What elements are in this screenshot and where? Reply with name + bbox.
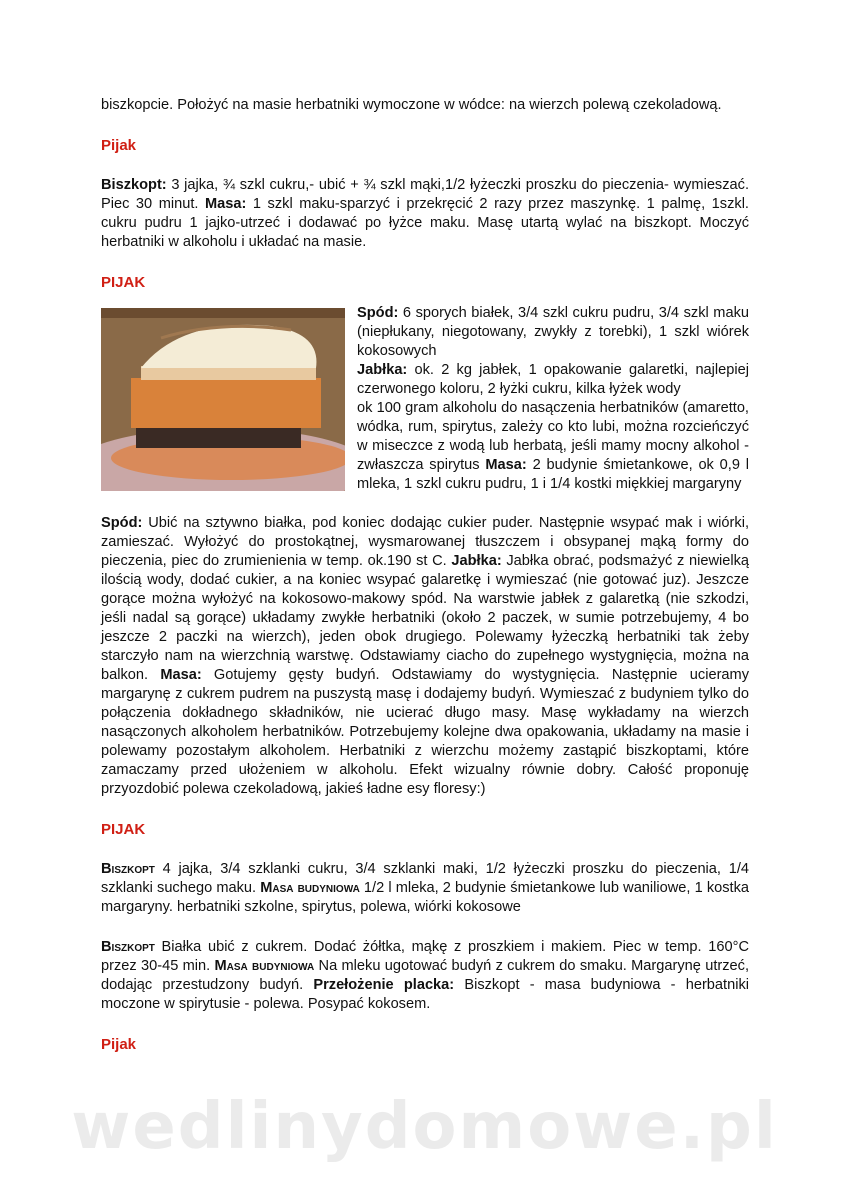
watermark: wedlinydomowe.pl: [71, 1090, 778, 1164]
recipe3-ingredients: Biszkopt 4 jajka, 3/4 szklanki cukru, 3/4 szklanki maki, 1/2 łyżeczki proszku do pieczenia, 1/4 szklanki suchego maku. Masa budyniowa 1/2 l mleka, 2 budynie śmietankowe lub waniliowe, 1 kostka margaryny. herbatniki szkolne, spirytus, polewa, wiórki kokosowe: [101, 861, 750, 915]
recipe2-ingredients: Spód: 6 sporych białek, 3/4 szkl cukru pudru, 3/4 szkl maku (niepłukany, niegotowany, zwykły z torebki), 1 szkl wiórek kokosowych Jabłka: ok. 2 kg jabłek, 1 opakowanie galaretki, najlepiej czerwonego koloru, 2 łyżki cukru, kilka łyżek wody ok 100 gram alkoholu do nasączenia herbatników (amaretto, wódka, rum, spirytus, zależy co kto lubi, można rozcieńczyć w miseczce z wodą lub herbatą, jeśli mamy mocny alkohol - zwłaszcza spirytus Masa: 2 budynie śmietankowe, ok 0,9 l mleka, 1 szkl cukru pudru, 1 i 1/4 kostki miękkiej margaryny: [357, 305, 749, 492]
recipe2-method: Spód: Ubić na sztywno białka, pod koniec dodając cukier puder. Następnie wsypać mak i wiórki, zamieszać. Wyłożyć do prostokątnej, wysmarowanej tłuszczem i obsypanej mąką formy do pieczenia, piec do zrumienienia w temp. ok.190 st C. Jabłka: Jabłka obrać, podsmażyć z niewielką ilością wody, dodać cukier, a na koniec wsypać galaretkę i wymieszać (nie gotować juz). Jeszcze gorące można wyłożyć na kokosowo-makowy spód. Na warstwie jabłek z galaretką (nie szkodzi, jeśli nadal są gorące) układamy zwykłe herbatniki (około 2 paczek, w sumie potrzebujemy, 4 bo jeszcze 2 paczki na wierzch), jeden obok drugiego. Polewamy łyżeczką herbatniki tak żeby starczyło nam na wierzchnią warstwę. Odstawiamy ciacho do zupełnego wystygnięcia, można na balkon. Masa: Gotujemy gęsty budyń. Odstawiamy do wystygnięcia. Następnie ucieramy margarynę z cukrem pudrem na puszystą masę i dodajemy budyń. Wymieszać z budyniem tylko do połączenia dokładnego składników, nie ucierać długo masy. Masę wykładamy na wierzch nasączonych alkoholem herbatników. Potrzebujemy kolejne dwa opakowania, układamy na masie i polewamy pozostałym alkoholem. Herbatniki z wierzchu możemy zastąpić biszkoptami, które zamaczamy przed ułożeniem w alkoholu. Efekt wizualny równie dobry. Całość proponuję przyozdobić polewa czekoladową, jakieś ładne esy floresy:): [101, 515, 749, 797]
recipe3-title: PIJAK: [101, 821, 146, 838]
cake-photo: [101, 308, 345, 491]
intro-paragraph: biszkopcie. Położyć na masie herbatniki wymoczone w wódce: na wierzch polewą czekoladową.: [101, 97, 722, 113]
recipe4-title: Pijak: [101, 1036, 137, 1053]
recipe1-title: Pijak: [101, 137, 137, 154]
recipe2-title: PIJAK: [101, 274, 146, 291]
document-page: [101, 96, 749, 1054]
recipe3-method: Biszkopt Białka ubić z cukrem. Dodać żółtka, mąkę z proszkiem i makiem. Piec w temp. 160°C przez 30-45 min. Masa budyniowa Na mleku ugotować budyń z cukrem do smaku. Margarynę utrzeć, dodając przestudzony budyń. Przełożenie placka: Biszkopt - masa budyniowa - herbatniki moczone w spirytusie - polewa. Posypać kokosem.: [101, 939, 750, 1012]
recipe2-ingredients-block: [101, 304, 749, 495]
recipe1-paragraph: Biszkopt: 3 jajka, ¾ szkl cukru,- ubić + ¾ szkl mąki,1/2 łyżeczki proszku do pieczenia- wymieszać. Piec 30 minut. Masa: 1 szkl maku-sparzyć i przekręcić 2 razy przez maszynkę. 1 palmę, 1szkl. cukru pudru 1 jajko-utrzeć i dodawać po łyżce maku. Masę utartą wylać na biszkopt. Moczyć herbatniki w alkoholu i układać na masie.: [101, 177, 749, 250]
